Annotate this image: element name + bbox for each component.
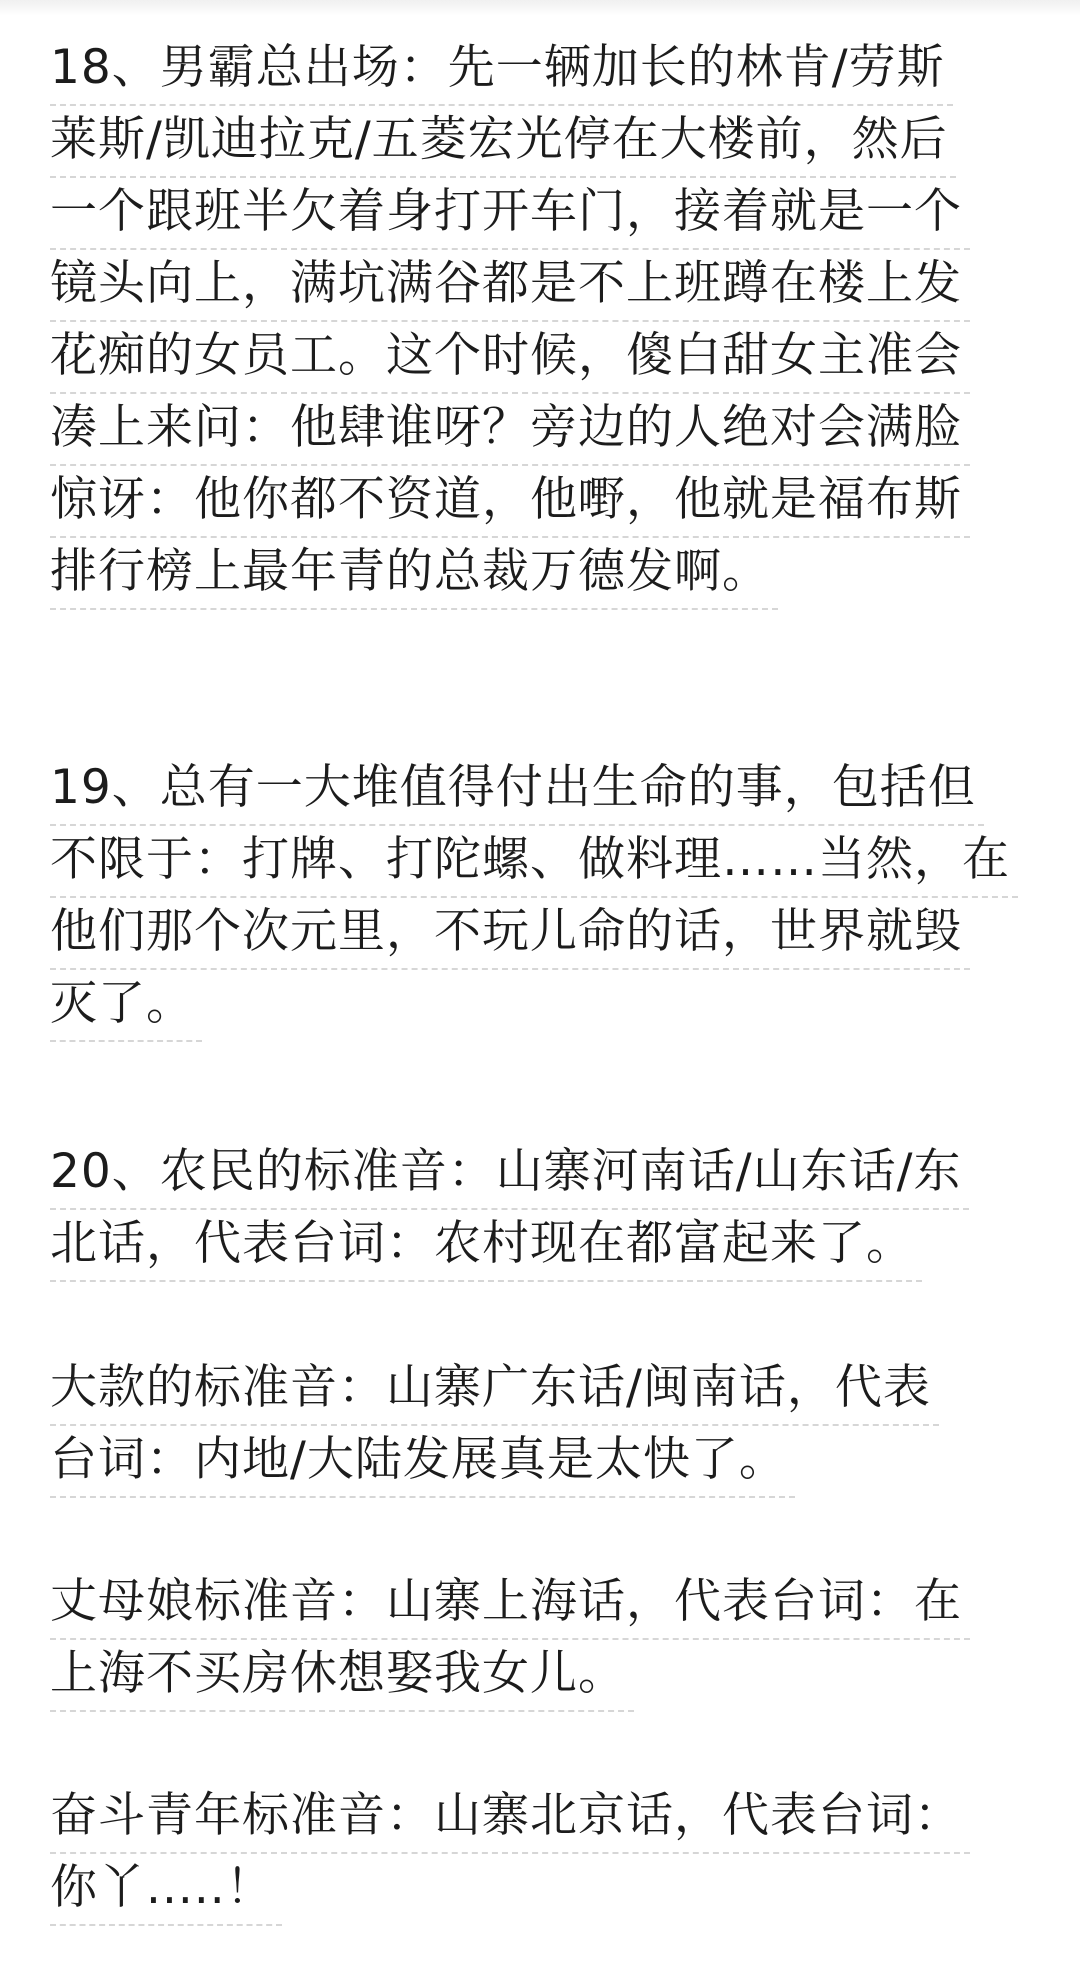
text-line: 排行榜上最年青的总裁万德发啊。 <box>50 536 778 610</box>
text-line: 花痴的女员工。这个时候，傻白甜女主准会 <box>50 320 970 394</box>
top-shadow <box>0 0 1080 16</box>
paragraph-mother-in-law-accent <box>50 1566 1040 1710</box>
text-line: 惊讶：他你都不资道，他嘢，他就是福布斯 <box>50 464 970 538</box>
text-line: 凑上来问：他肆谁呀？旁边的人绝对会满脸 <box>50 392 970 466</box>
text-line: 北话，代表台词：农村现在都富起来了。 <box>50 1208 922 1282</box>
text-line: 镜头向上，满坑满谷都是不上班蹲在楼上发 <box>50 248 970 322</box>
paragraph-20 <box>50 1136 1040 1280</box>
text-line: 18、男霸总出场：先一辆加长的林肯/劳斯 <box>50 32 953 106</box>
paragraph-19 <box>50 752 1040 1040</box>
text-line: 20、农民的标准音：山寨河南话/山东话/东 <box>50 1136 969 1210</box>
text-line: 丈母娘标准音：山寨上海话，代表台词：在 <box>50 1566 970 1640</box>
text-line: 你丫.....！ <box>50 1852 282 1926</box>
paragraph-tycoon-accent <box>50 1352 1040 1496</box>
text-line: 莱斯/凯迪拉克/五菱宏光停在大楼前，然后 <box>50 104 956 178</box>
text-line: 上海不买房休想娶我女儿。 <box>50 1638 634 1712</box>
text-line: 灭了。 <box>50 968 202 1042</box>
paragraph-youth-accent <box>50 1780 1040 1924</box>
text-line: 19、总有一大堆值得付出生命的事，包括但 <box>50 752 984 826</box>
text-line: 不限于：打牌、打陀螺、做料理……当然，在 <box>50 824 1018 898</box>
text-line: 台词：内地/大陆发展真是太快了。 <box>50 1424 795 1498</box>
text-line: 他们那个次元里，不玩儿命的话，世界就毁 <box>50 896 970 970</box>
text-line: 一个跟班半欠着身打开车门，接着就是一个 <box>50 176 970 250</box>
text-line: 奋斗青年标准音：山寨北京话，代表台词： <box>50 1780 970 1854</box>
text-line: 大款的标准音：山寨广东话/闽南话，代表 <box>50 1352 939 1426</box>
paragraph-18 <box>50 32 1040 608</box>
